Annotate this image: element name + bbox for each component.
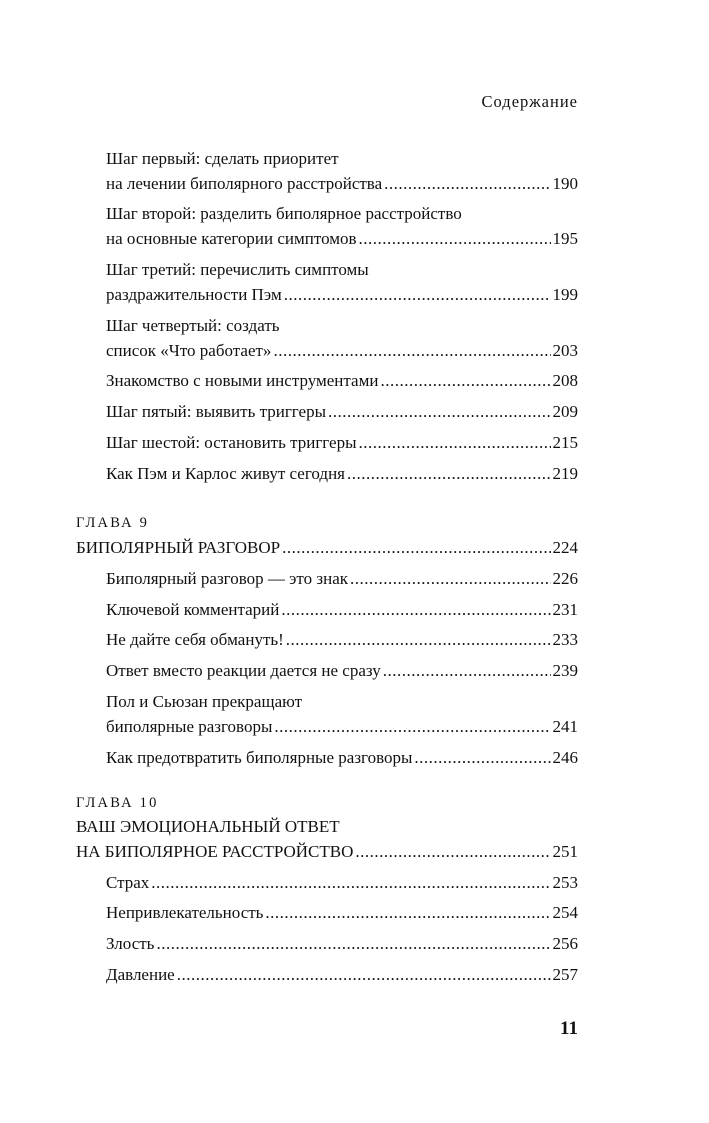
toc-page-number: 257 <box>552 965 578 984</box>
toc-entry-title-line1: Шаг четвертый: создать <box>106 316 280 335</box>
toc-page-number: 190 <box>552 174 578 193</box>
dot-leader <box>282 535 550 560</box>
toc-entry-title: Страх <box>106 873 150 892</box>
toc-entry-title: биполярные разговоры <box>106 717 273 736</box>
toc-entry[interactable] <box>106 627 578 652</box>
toc-entry-title: Ответ вместо реакции дается не сразу <box>106 661 381 680</box>
toc-entry-title: Шаг пятый: выявить триггеры <box>106 402 327 421</box>
toc-entry[interactable] <box>106 257 578 307</box>
chapter-title-line1: ВАШ ЭМОЦИОНАЛЬНЫЙ ОТВЕТ <box>76 817 340 836</box>
dot-leader <box>286 627 551 652</box>
dot-leader <box>274 714 550 739</box>
toc-page-number: 239 <box>552 661 578 680</box>
toc-entry-title: Биполярный разговор — это знак <box>106 569 348 588</box>
toc-entry-title: на лечении биполярного расстройства <box>106 174 383 193</box>
toc-page-number: 254 <box>552 903 578 922</box>
toc-page-number: 195 <box>552 229 578 248</box>
toc-entry-title: Знакомство с новыми инструментами <box>106 371 379 390</box>
toc-entry[interactable] <box>106 689 578 739</box>
toc-entry[interactable] <box>106 962 578 987</box>
toc-page-number: 251 <box>552 842 578 861</box>
toc-page-number: 199 <box>552 285 578 304</box>
toc-entry-title: Непривлекательность <box>106 903 264 922</box>
dot-leader <box>177 962 551 987</box>
dot-leader <box>151 870 550 895</box>
dot-leader <box>359 226 551 251</box>
toc-entry-title: раздражительности Пэм <box>106 285 282 304</box>
running-head: Содержание <box>481 92 578 111</box>
toc-entry[interactable] <box>106 146 578 196</box>
dot-leader <box>347 461 551 486</box>
toc-entry[interactable] <box>106 430 578 455</box>
toc-chapter-entry[interactable] <box>76 814 578 864</box>
toc-entry[interactable] <box>106 399 578 424</box>
toc-chapter-entry[interactable] <box>76 535 578 560</box>
toc-page-number: 241 <box>552 717 578 736</box>
toc-page-number: 253 <box>552 873 578 892</box>
dot-leader <box>350 566 551 591</box>
toc-entry-title: список «Что работает» <box>106 341 272 360</box>
toc-page-number: 256 <box>552 934 578 953</box>
toc-page-number: 219 <box>552 464 578 483</box>
chapter-title: БИПОЛЯРНЫЙ РАЗГОВОР <box>76 538 281 557</box>
toc-entry-title: Как предотвратить биполярные разговоры <box>106 748 413 767</box>
dot-leader <box>359 430 551 455</box>
toc-entry[interactable] <box>106 658 578 683</box>
chapter-label: ГЛАВА 10 <box>76 795 159 811</box>
toc-entry[interactable] <box>106 745 578 770</box>
toc-page-number: 224 <box>552 538 578 557</box>
toc-page-number: 208 <box>552 371 578 390</box>
toc-page-number: 209 <box>552 402 578 421</box>
dot-leader <box>284 282 551 307</box>
toc-page-number: 215 <box>552 433 578 452</box>
toc-entry-title-line1: Шаг первый: сделать приоритет <box>106 149 339 168</box>
toc-entry[interactable] <box>106 597 578 622</box>
toc-entry-title: Как Пэм и Карлос живут сегодня <box>106 464 345 483</box>
toc-entry[interactable] <box>106 870 578 895</box>
toc-entry-title-line1: Пол и Сьюзан прекращают <box>106 692 303 711</box>
toc-entry[interactable] <box>106 566 578 591</box>
toc-entry-title-line1: Шаг третий: перечислить симптомы <box>106 260 369 279</box>
toc-entry[interactable] <box>106 900 578 925</box>
toc-page-number: 231 <box>552 600 578 619</box>
dot-leader <box>156 931 550 956</box>
dot-leader <box>383 658 551 683</box>
toc-entry[interactable] <box>106 931 578 956</box>
toc-entry[interactable] <box>106 313 578 363</box>
toc-entry-title: Ключевой комментарий <box>106 600 280 619</box>
dot-leader <box>355 839 550 864</box>
toc-entry-title: Шаг шестой: остановить триггеры <box>106 433 357 452</box>
toc-page-number: 233 <box>552 630 578 649</box>
toc-entry-title-line1: Шаг второй: разделить биполярное расстройство <box>106 204 462 223</box>
toc-entry-title: Не дайте себя обмануть! <box>106 630 284 649</box>
dot-leader <box>414 745 550 770</box>
toc-entry-title: Давление <box>106 965 175 984</box>
dot-leader <box>328 399 550 424</box>
dot-leader <box>281 597 550 622</box>
page-number: 11 <box>560 1018 578 1039</box>
dot-leader <box>273 338 550 363</box>
toc-entry-title: Злость <box>106 934 155 953</box>
dot-leader <box>384 171 550 196</box>
dot-leader <box>380 368 550 393</box>
toc-page-number: 203 <box>552 341 578 360</box>
chapter-title: НА БИПОЛЯРНОЕ РАССТРОЙСТВО <box>76 842 354 861</box>
dot-leader <box>265 900 550 925</box>
toc-page-number: 226 <box>552 569 578 588</box>
toc-page-number: 246 <box>552 748 578 767</box>
toc-entry[interactable] <box>106 368 578 393</box>
toc-entry[interactable] <box>106 201 578 251</box>
toc-entry[interactable] <box>106 461 578 486</box>
toc-entry-title: на основные категории симптомов <box>106 229 357 248</box>
chapter-label: ГЛАВА 9 <box>76 515 150 531</box>
